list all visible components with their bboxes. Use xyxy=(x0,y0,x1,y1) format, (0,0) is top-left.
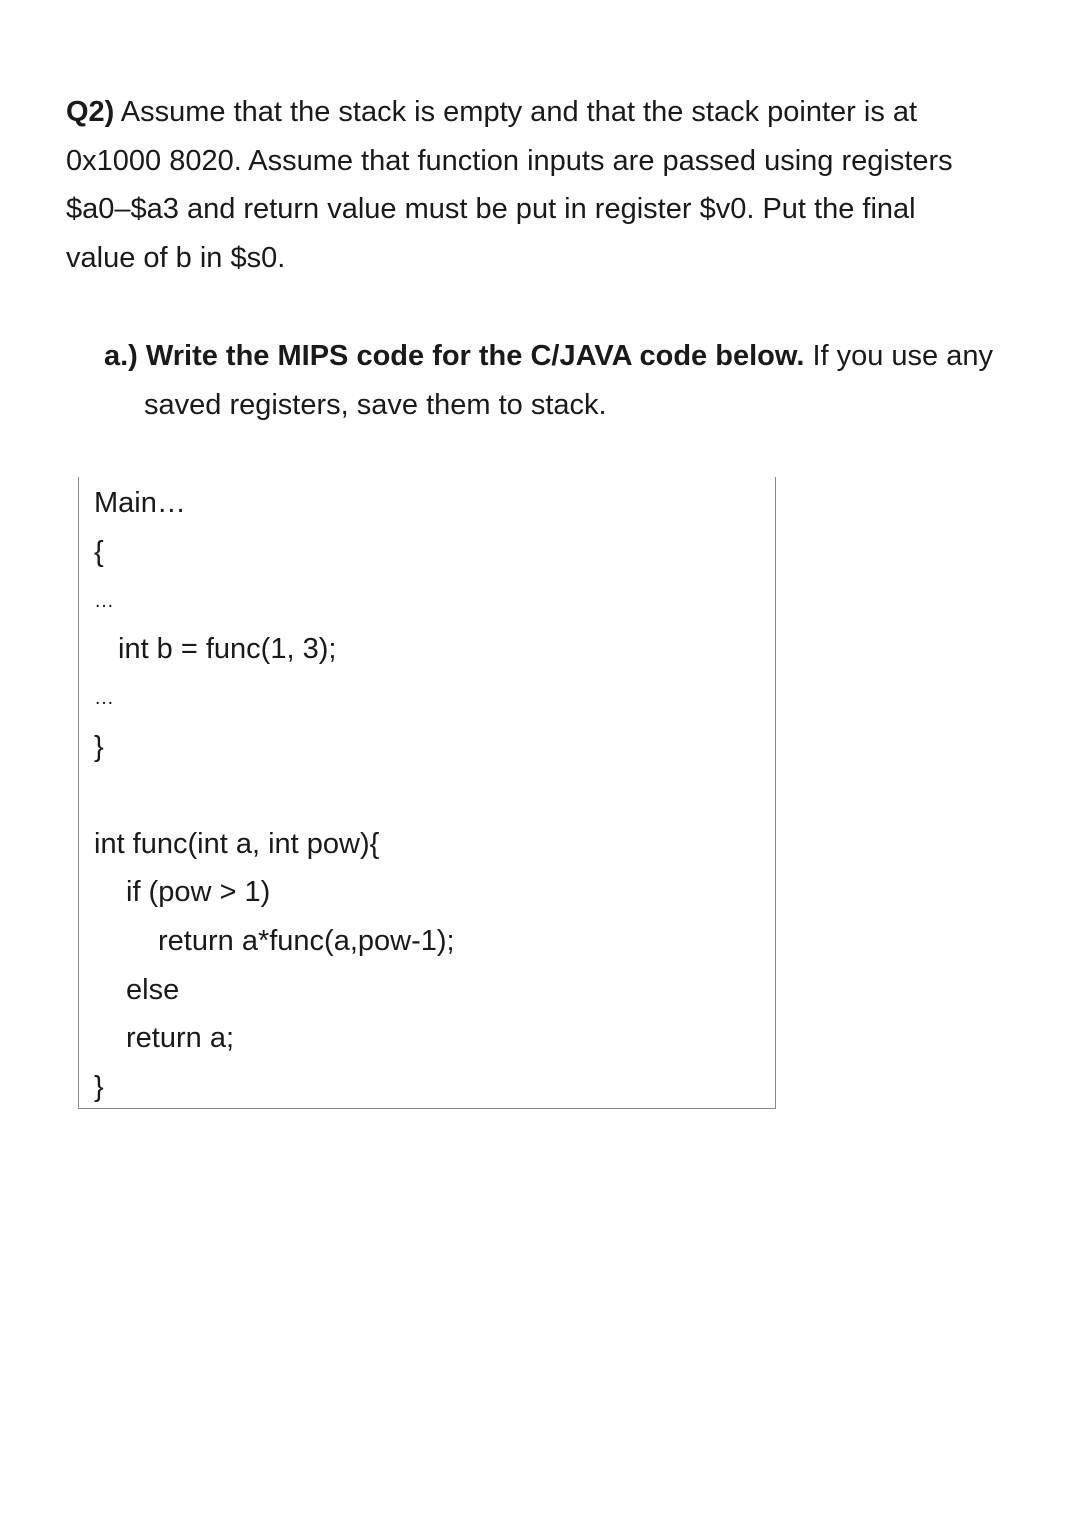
question-line-4: value of b in $s0. xyxy=(66,241,286,274)
code-line: } xyxy=(94,731,104,763)
part-a-bold-text: a.) Write the MIPS code for the C/JAVA code below. xyxy=(104,340,805,372)
code-line: int b = func(1, 3); xyxy=(118,633,337,665)
code-line: return a; xyxy=(126,1022,234,1054)
code-line: return a*func(a,pow-1); xyxy=(158,925,455,957)
question-label: Q2) xyxy=(66,96,115,128)
part-a-line-1 xyxy=(104,332,1074,381)
question-line-3: $a0–$a3 and return value must be put in register $v0. Put the final xyxy=(66,193,916,225)
code-line: Main… xyxy=(94,487,186,519)
question-line-1 xyxy=(66,88,1066,137)
part-a-line-2: saved registers, save them to stack. xyxy=(144,389,607,421)
question-text xyxy=(66,88,1066,282)
question-line-1-text: Assume that the stack is empty and that the stack pointer is at xyxy=(114,96,918,128)
code-line: else xyxy=(126,974,180,1006)
code-line: } xyxy=(94,1071,104,1103)
question-line-2: 0x1000 8020. Assume that function inputs are passed using registers xyxy=(66,144,953,177)
code-line: … xyxy=(94,590,114,612)
code-box xyxy=(78,477,776,1109)
part-a-normal-text: If you use any xyxy=(804,340,994,372)
code-line: int func(int a, int pow){ xyxy=(94,828,380,860)
code-line: { xyxy=(94,536,104,568)
part-a-instructions xyxy=(104,332,1074,430)
code-line: if (pow > 1) xyxy=(126,876,271,908)
code-line: … xyxy=(94,687,114,709)
